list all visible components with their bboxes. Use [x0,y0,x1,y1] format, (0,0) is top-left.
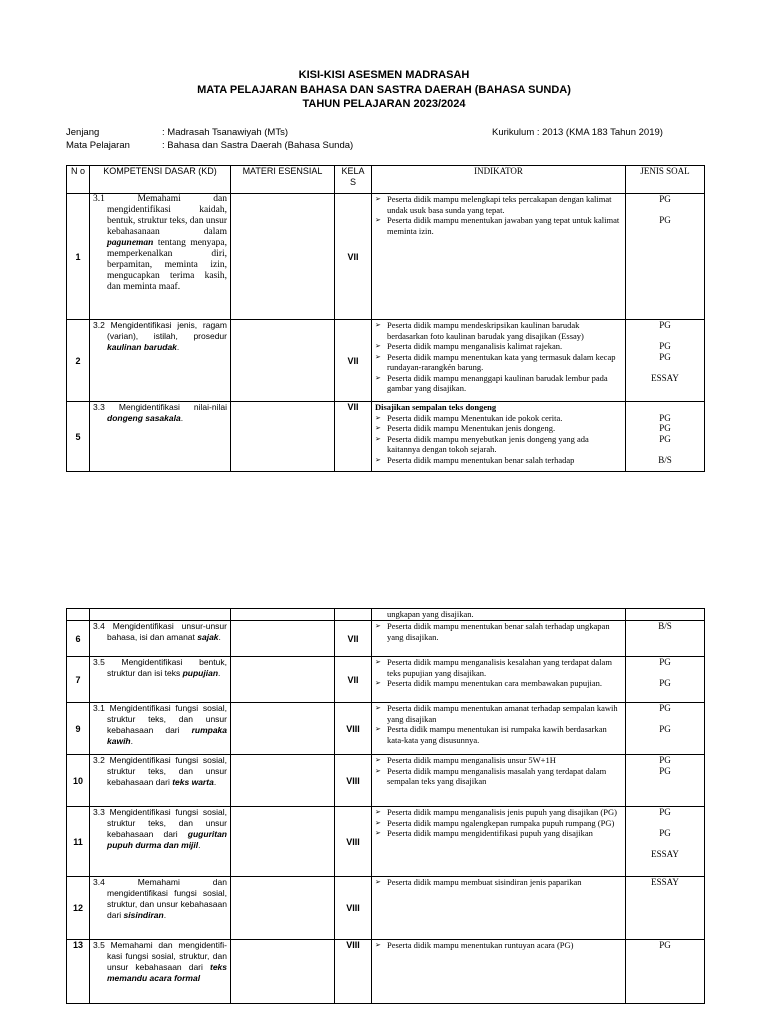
indikator-continuation: ungkapan yang disajikan. [387,609,474,619]
row-indikator [372,402,626,472]
jenis-soal-value: PG [659,351,671,362]
kd-emphasis: kaulinan barudak [107,342,177,352]
indikator-item: ➢ Peserta didik mampu menentukan benar salah terhadap ungkapan yang disajikan. [375,621,622,642]
row-kelas: VIII [335,877,372,940]
title-line-2: MATA PELAJARAN BAHASA DAN SASTRA DAERAH (BAHASA SUNDA) [197,83,571,96]
table-row [67,320,705,402]
row-indikator [372,877,626,940]
header-indikator: INDIKATOR [372,166,626,194]
jenis-soal-value: PG [659,423,671,433]
kd-text-end: . [176,342,180,352]
row-kelas: VII [335,320,372,402]
kd-number: 3.3 [93,402,105,412]
row-no: 10 [67,755,90,807]
row-jenis-soal [626,621,705,657]
kd-emphasis: guguritan pupuh durma dan mijil [107,829,227,850]
kd-number: 3.3 [93,807,105,817]
table-row [67,621,705,657]
kd-text: Memahami dan mengidentifikasi kaidah, bentuk, struktur teks, dan unsur kebahasanaan dalam [107,194,228,237]
indikator-item: ➢ Peserta didik mampu mengidentifikasi pupuh yang disajikan [375,828,622,839]
indikator-heading: Disajikan sempalan teks dongeng [375,402,497,412]
indikator-item: ➢ Peserta didik mampu ngalengkepan rumpaka pupuh rumpang (PG) [375,818,622,829]
jenis-soal-value: PG [659,828,671,838]
row-materi [231,877,335,940]
kd-number: 3.4 [93,621,105,631]
kd-text-end: . [163,910,167,920]
row-kelas: VII [335,621,372,657]
title-line-3: TAHUN PELAJARAN 2023/2024 [302,98,466,110]
kd-text: Mengidentifikasi jenis, ragam (varian), istilah, prosedur [107,320,227,341]
row-no: 9 [67,703,90,755]
row-no: 2 [67,320,90,402]
indikator-item: ➢ Peserta didik mampu menentukan jawaban yang tepat untuk kalimat meminta izin. [375,215,622,236]
row-kd-cell [90,657,231,703]
kd-text: Mengidentifikasi fungsi sosial, struktur teks, dan unsur kebahasaan dari [107,703,227,735]
jenis-soal-value: PG [659,194,671,204]
row-kd-cell [90,703,231,755]
kd-text: Mengidentifikasi nilai-nilai [118,402,227,412]
indikator-item: ➢ Peserta didik mampu menentukan runtuyan acara (PG) [375,940,622,951]
row-no [67,609,90,621]
row-kd-cell [90,609,231,621]
indikator-item: ➢ Peserta didik mampu Menentukan ide pokok cerita. [375,413,622,424]
row-no: 7 [67,657,90,703]
indikator-item: ➢ Peserta didik mampu melengkapi teks percakapan dengan kalimat undak usuk basa sunda yang tepat. [375,194,622,215]
table-row-continuation [67,609,705,621]
row-materi [231,657,335,703]
document-meta [66,127,716,152]
row-kd-cell [90,755,231,807]
indikator-item: ➢ Peserta didik mampu Menentukan jenis dongeng. [375,423,622,434]
indikator-item: ➢ Peserta didik mampu menganalisis jenis pupuh yang disajikan (PG) [375,807,622,818]
header-kompetensi-dasar: KOMPETENSI DASAR (KD) [90,166,231,194]
table-header-row [67,166,705,194]
row-kelas: VII [335,194,372,320]
row-indikator [372,940,626,1004]
row-indikator [372,703,626,755]
kd-text-end: tentang menyapa, memperkenalkan diri, berpamitan, meminta izin, mengucapkan terima kasih, dan meminta maaf. [107,238,227,292]
jenis-soal-value: ESSAY [651,849,679,859]
mapel-value: : Bahasa dan Sastra Daerah (Bahasa Sunda) [162,139,354,151]
row-kd-cell [90,940,231,1004]
jenis-soal-value: PG [659,433,671,444]
kd-text: Mengidentifikasi unsur-unsur bahasa, isi dan amanat [107,621,227,642]
kisi-kisi-table-part-2 [66,608,705,1004]
kd-text-end: . [218,668,221,678]
jenis-soal-value: PG [659,215,671,225]
kd-text: Memahami dan mengidentifikasi fungsi sosial, struktur, dan unsur kebahasaan dari [107,877,227,920]
indikator-item: ➢ Peserta didik mampu menganalisis kesalahan yang terdapat dalam teks pupujian yang disajikan. [375,657,622,678]
row-indikator [372,194,626,320]
jenis-soal-value [629,205,701,216]
kd-emphasis: rumpaka kawih [107,725,227,746]
jenis-soal-value: B/S [658,454,672,465]
header-kelas: KELA S [335,166,372,194]
header-no: N o [67,166,90,194]
row-no: 12 [67,877,90,940]
jenis-soal-value: PG [659,657,671,667]
row-materi [231,940,335,1004]
kd-number: 3.5 [93,940,105,950]
row-no: 11 [67,807,90,877]
row-jenis-soal [626,755,705,807]
jenis-soal-value: PG [659,765,671,776]
table-row [67,402,705,472]
jenis-soal-value: PG [659,341,671,351]
row-jenis-soal [626,703,705,755]
header-jenis-soal: JENIS SOAL [626,166,705,194]
row-jenis-soal [626,877,705,940]
row-no: 13 [67,940,90,1004]
jenis-soal-value [629,362,701,373]
row-materi [231,703,335,755]
kisi-kisi-table-part-1 [66,165,705,472]
header-materi-esensial: MATERI ESENSIAL [231,166,335,194]
table-row [67,807,705,877]
indikator-item: ➢ Peserta didik mampu menanggapi kaulinan barudak lembur pada gambar yang disajikan. [375,373,622,394]
row-materi [231,609,335,621]
row-materi [231,402,335,472]
row-no: 1 [67,194,90,320]
table-row [67,877,705,940]
row-no: 5 [67,402,90,472]
row-kelas: VII [335,402,372,472]
indikator-item: ➢ Peserta didik mampu menganalisis unsur 5W+1H [375,755,622,766]
kd-number: 3.1 [93,703,105,713]
row-kd-cell [90,402,231,472]
indikator-item: ➢ Peserta didik mampu menentukan amanat terhadap sempalan kawih yang disajikan [375,703,622,724]
indikator-item: ➢ Peserta didik mampu menentukan benar salah terhadap [375,455,622,466]
jenis-soal-value: ESSAY [651,877,679,887]
kd-emphasis: sisindiran [123,910,164,920]
jenis-soal-value [629,444,701,455]
kd-text-end: . [180,413,184,423]
jenis-soal-value: PG [659,320,671,330]
row-jenis-soal [626,807,705,877]
indikator-item: ➢ Peserta didik mampu menentukan cara membawakan pupujian. [375,678,622,689]
row-materi [231,194,335,320]
row-kelas: VIII [335,755,372,807]
row-kd-cell [90,194,231,320]
row-indikator [372,320,626,402]
kd-emphasis: paguneman [107,238,154,248]
jenis-soal-value [629,402,701,413]
table-row [67,940,705,1004]
row-kelas: VII [335,657,372,703]
document-title-block [0,68,768,112]
jenis-soal-value: PG [659,703,671,713]
row-kelas: VIII [335,940,372,1004]
jenis-soal-value [629,714,701,725]
row-indikator [372,657,626,703]
row-kelas [335,609,372,621]
row-no: 6 [67,621,90,657]
jenis-soal-value: PG [659,807,671,817]
mapel-label: Mata Pelajaran [66,139,130,151]
jenjang-label: Jenjang [66,127,100,138]
jenis-soal-value: PG [659,678,671,688]
jenis-soal-value: PG [659,940,671,950]
jenis-soal-value: PG [659,724,671,734]
row-materi [231,621,335,657]
jenis-soal-value [629,839,701,850]
kd-number: 3.5 [93,657,105,667]
kd-emphasis: teks memandu acara formal [107,962,227,983]
kd-text-end: . [213,777,217,787]
row-jenis-soal [626,194,705,320]
kurikulum-info: Kurikulum : 2013 (KMA 183 Tahun 2019) [492,127,663,138]
table-row [67,755,705,807]
row-kd-cell [90,621,231,657]
kd-text-end: . [130,736,133,746]
indikator-item: ➢ Peserta didik mampu menentukan kata yang termasuk dalam kecap rundayan-rarangkén barung. [375,352,622,373]
row-indikator [372,609,626,621]
kd-text: Mengidentifikasi fungsi sosial, struktur teks, dan unsur kebahasaan dari [107,807,227,839]
row-kelas: VIII [335,807,372,877]
kd-emphasis: teks warta [172,777,214,787]
row-materi [231,320,335,402]
row-kd-cell [90,807,231,877]
kd-emphasis: sajak [197,632,219,642]
row-jenis-soal [626,940,705,1004]
row-indikator [372,807,626,877]
jenis-soal-value [629,818,701,829]
kd-number: 3.2 [93,320,105,330]
indikator-item: ➢ Peserta didik mampu mendeskripsikan kaulinan barudak berdasarkan foto kaulinan barudak yang disajikan (Essay) [375,320,622,341]
row-jenis-soal [626,320,705,402]
table-row [67,194,705,320]
row-indikator [372,621,626,657]
kd-text: Mengidentifikasi bentuk, struktur dan isi teks [107,657,227,678]
indikator-item: ➢ Peserta didik mampu menyebutkan jenis dongeng yang ada kaitannya dengan tokoh sejarah. [375,434,622,455]
indikator-item: ➢ Peserta didik mampu menganalisis kalimat rajekan. [375,341,622,352]
row-materi [231,807,335,877]
kd-text: Memahami dan mengidentifi- kasi fungsi sosial, struktur, dan unsur kebahasaan dari [107,940,227,972]
row-kd-cell [90,320,231,402]
kd-text-end: . [198,840,201,850]
kd-number: 3.1 [93,194,105,204]
kd-text: Mengidentifikasi fungsi sosial, struktur teks, dan unsur kebahasaan dari [107,755,227,787]
jenis-soal-value [629,331,701,342]
row-kd-cell [90,877,231,940]
kd-text-end: . [218,632,221,642]
row-jenis-soal [626,657,705,703]
kd-number: 3.4 [93,877,105,887]
table-row [67,703,705,755]
row-jenis-soal [626,402,705,472]
title-line-1: KISI-KISI ASESMEN MADRASAH [298,69,470,81]
jenis-soal-value [629,668,701,679]
table-row [67,657,705,703]
indikator-item: ➢ Peserta didik mampu membuat sisindiran jenis paparikan [375,877,622,888]
kd-emphasis: dongeng sasakala [107,413,181,423]
jenjang-value: : Madrasah Tsanawiyah (MTs) [162,127,289,138]
row-materi [231,755,335,807]
jenis-soal-value: ESSAY [651,372,679,383]
indikator-item: ➢ Pesrta didik mampu menentukan isi rumpaka kawih berdasarkan kata-kata yang disusunnya. [375,724,622,745]
row-kelas: VIII [335,703,372,755]
kd-number: 3.2 [93,755,105,765]
kd-emphasis: pupujian [182,668,219,678]
row-indikator [372,755,626,807]
indikator-item: ➢ Peserta didik mampu menganalisis masalah yang terdapat dalam sempalan teks yang disajikan [375,766,622,787]
jenis-soal-value: B/S [658,621,672,631]
jenis-soal-value: PG [659,755,671,765]
row-jenis-soal [626,609,705,621]
jenis-soal-value: PG [659,412,671,423]
